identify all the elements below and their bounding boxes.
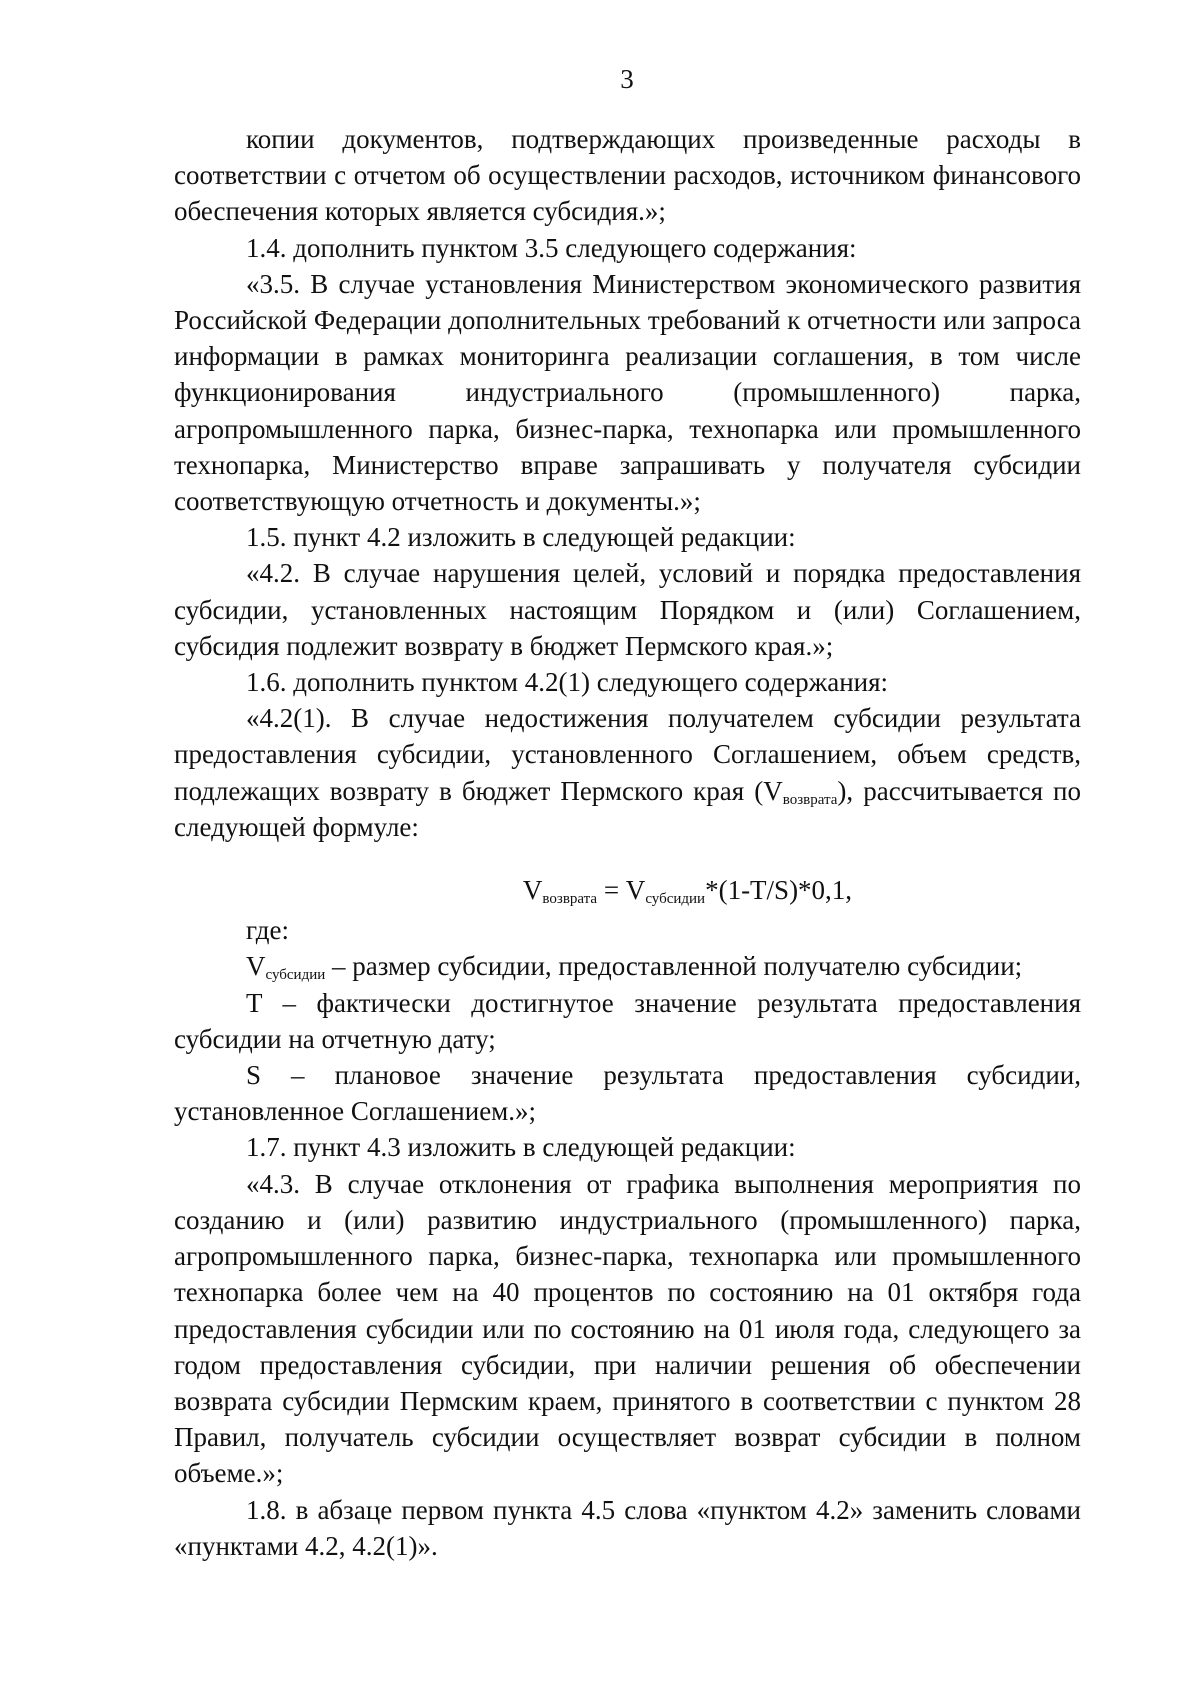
paragraph-expense-documents: копии документов, подтверждающих произведенные расходы в соответствии с отчетом об осуществлении расходов, источником финансового обеспечения которых является субсидия.»; <box>174 124 1081 227</box>
definition-vsubsidii <box>174 948 1081 984</box>
where-label: где: <box>246 915 289 946</box>
subscript-vozvrata: возврата <box>782 791 838 808</box>
paragraph-1-4: 1.4. дополнить пунктом 3.5 следующего содержания: <box>246 232 857 263</box>
refund-formula <box>174 872 1081 908</box>
paragraph-4-2: «4.2. В случае нарушения целей, условий и порядка предоставления субсидии, установленных настоящим Порядком и (или) Соглашением, субсидия подлежит возврату в бюджет Пермского края.»; <box>174 558 1081 661</box>
definition-s: S – плановое значение результата предоставления субсидии, установленное Соглашением.»; <box>174 1060 1081 1127</box>
definition-v: V <box>246 951 266 982</box>
paragraph-3-5: «3.5. В случае установления Министерством экономического развития Российской Федерации дополнительных требований к отчетности или запроса информации в рамках мониторинга реализации соглашения, в том числе функционирования индустриального (промышленного) парка, агропромышленного парка, бизнес-парка, технопарка или промышленного технопарка, Министерство вправе запрашивать у получателя субсидии соответствующую отчетность и документы.»; <box>174 268 1081 517</box>
paragraph-1-6: 1.6. дополнить пунктом 4.2(1) следующего содержания: <box>246 667 889 698</box>
definition-t: T – фактически достигнутое значение результата предоставления субсидии на отчетную дату; <box>174 987 1081 1054</box>
formula-equals: = V <box>597 875 646 906</box>
paragraph-1-8: 1.8. в абзаце первом пункта 4.5 слова «пунктом 4.2» заменить словами «пунктами 4.2, 4.2(1)». <box>174 1494 1081 1561</box>
formula-v: V <box>522 875 543 906</box>
paragraph-1-7: 1.7. пункт 4.3 изложить в следующей редакции: <box>246 1132 796 1163</box>
paragraph-4-2-1-tail: ), рассчитывается по следующей формуле: <box>174 775 1081 842</box>
paragraph-4-2-1 <box>174 700 1081 845</box>
paragraph-4-3: «4.3. В случае отклонения от графика выполнения мероприятия по созданию и (или) развитию индустриального (промышленного) парка, агропромышленного парка, бизнес-парка, технопарка или промышленного технопарка более чем на 40 процентов по состоянию на 01 октября года предоставления субсидии или по состоянию на 01 июля года, следующего за годом предоставления субсидии, при наличии решения об обеспечении возврата субсидии Пермским краем, принятого в соответствии с пунктом 28 Правил, получатель субсидии осуществляет возврат субсидии в полном объеме.»; <box>174 1168 1081 1489</box>
formula-rest: *(1-T/S)*0,1, <box>705 875 853 906</box>
formula-sub-subsidii: субсидии <box>645 891 706 908</box>
definition-sub-subsidii: субсидии <box>265 967 326 984</box>
paragraph-1-5: 1.5. пункт 4.2 изложить в следующей редакции: <box>246 522 796 553</box>
formula-sub-vozvrata: возврата <box>542 891 598 908</box>
definition-vsubsidii-text: – размер субсидии, предоставленной получателю субсидии; <box>325 951 1023 982</box>
paragraph-4-2-1-text: «4.2(1). В случае недостижения получателем субсидии результата предоставления субсидии, установленного Соглашением, объем средств, подлежащих возврату в бюджет Пермского края (V <box>174 703 1081 806</box>
page-number: 3 <box>620 64 634 94</box>
document-body <box>174 121 1081 1564</box>
